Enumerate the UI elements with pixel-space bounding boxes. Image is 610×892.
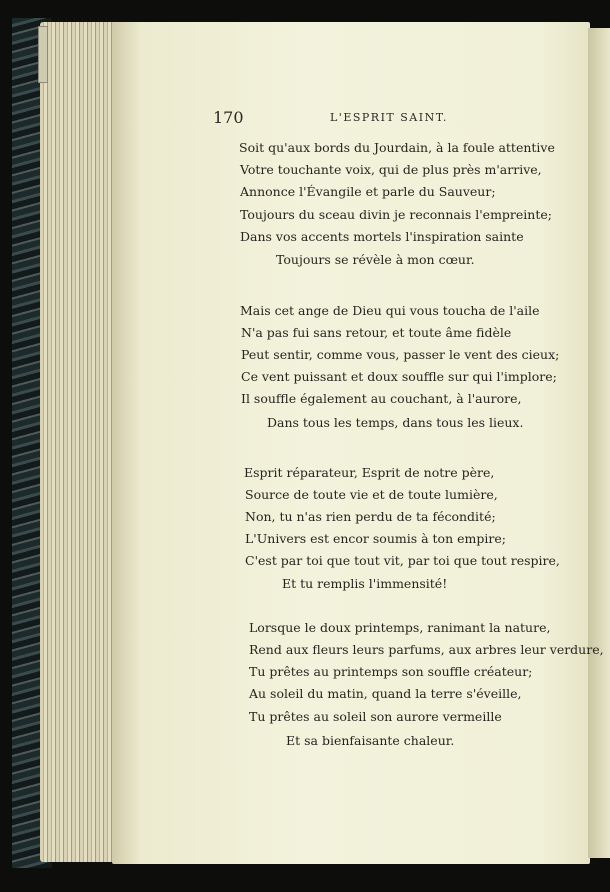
verse-line: L'Univers est encor soumis à ton empire; <box>245 531 506 546</box>
verse-line: Au soleil du matin, quand la terre s'éveille, <box>249 686 522 701</box>
verse-line: Ce vent puissant et doux souffle sur qui l'implore; <box>241 369 557 384</box>
verse-line: Toujours du sceau divin je reconnais l'empreinte; <box>240 207 552 222</box>
verse-line: Soit qu'aux bords du Jourdain, à la foule attentive <box>239 140 555 155</box>
verse-line: Annonce l'Évangile et parle du Sauveur; <box>240 184 496 199</box>
verse-line: Rend aux fleurs leurs parfums, aux arbres leur verdure, <box>249 642 604 657</box>
verse-line: Votre touchante voix, qui de plus près m'arrive, <box>240 162 542 177</box>
cover-label <box>38 26 48 83</box>
running-head: L'ESPRIT SAINT. <box>330 111 448 124</box>
verse-line: Dans tous les temps, dans tous les lieux. <box>267 415 524 430</box>
verse-line: Et sa bienfaisante chaleur. <box>286 733 455 748</box>
facing-page-edge <box>588 28 610 858</box>
verse-line: Peut sentir, comme vous, passer le vent des cieux; <box>241 347 560 362</box>
verse-line: N'a pas fui sans retour, et toute âme fidèle <box>241 325 512 340</box>
verse-line: Esprit réparateur, Esprit de notre père, <box>244 465 495 480</box>
verse-line: C'est par toi que tout vit, par toi que tout respire, <box>245 553 560 568</box>
page-number: 170 <box>213 108 244 127</box>
verse-line: Mais cet ange de Dieu qui vous toucha de l'aile <box>240 303 540 318</box>
verse-line: Tu prêtes au soleil son aurore vermeille <box>249 709 502 724</box>
page-edges <box>40 22 120 862</box>
verse-line: Toujours se révèle à mon cœur. <box>276 252 475 267</box>
verse-line: Source de toute vie et de toute lumière, <box>245 487 498 502</box>
verse-line: Tu prêtes au printemps son souffle créateur; <box>249 664 533 679</box>
verse-line: Dans vos accents mortels l'inspiration sainte <box>240 229 524 244</box>
verse-line: Il souffle également au couchant, à l'aurore, <box>241 391 522 406</box>
verse-line: Et tu remplis l'immensité! <box>282 576 448 591</box>
verse-line: Non, tu n'as rien perdu de ta fécondité; <box>245 509 496 524</box>
page-header <box>0 108 610 130</box>
verse-line: Lorsque le doux printemps, ranimant la nature, <box>249 620 551 635</box>
